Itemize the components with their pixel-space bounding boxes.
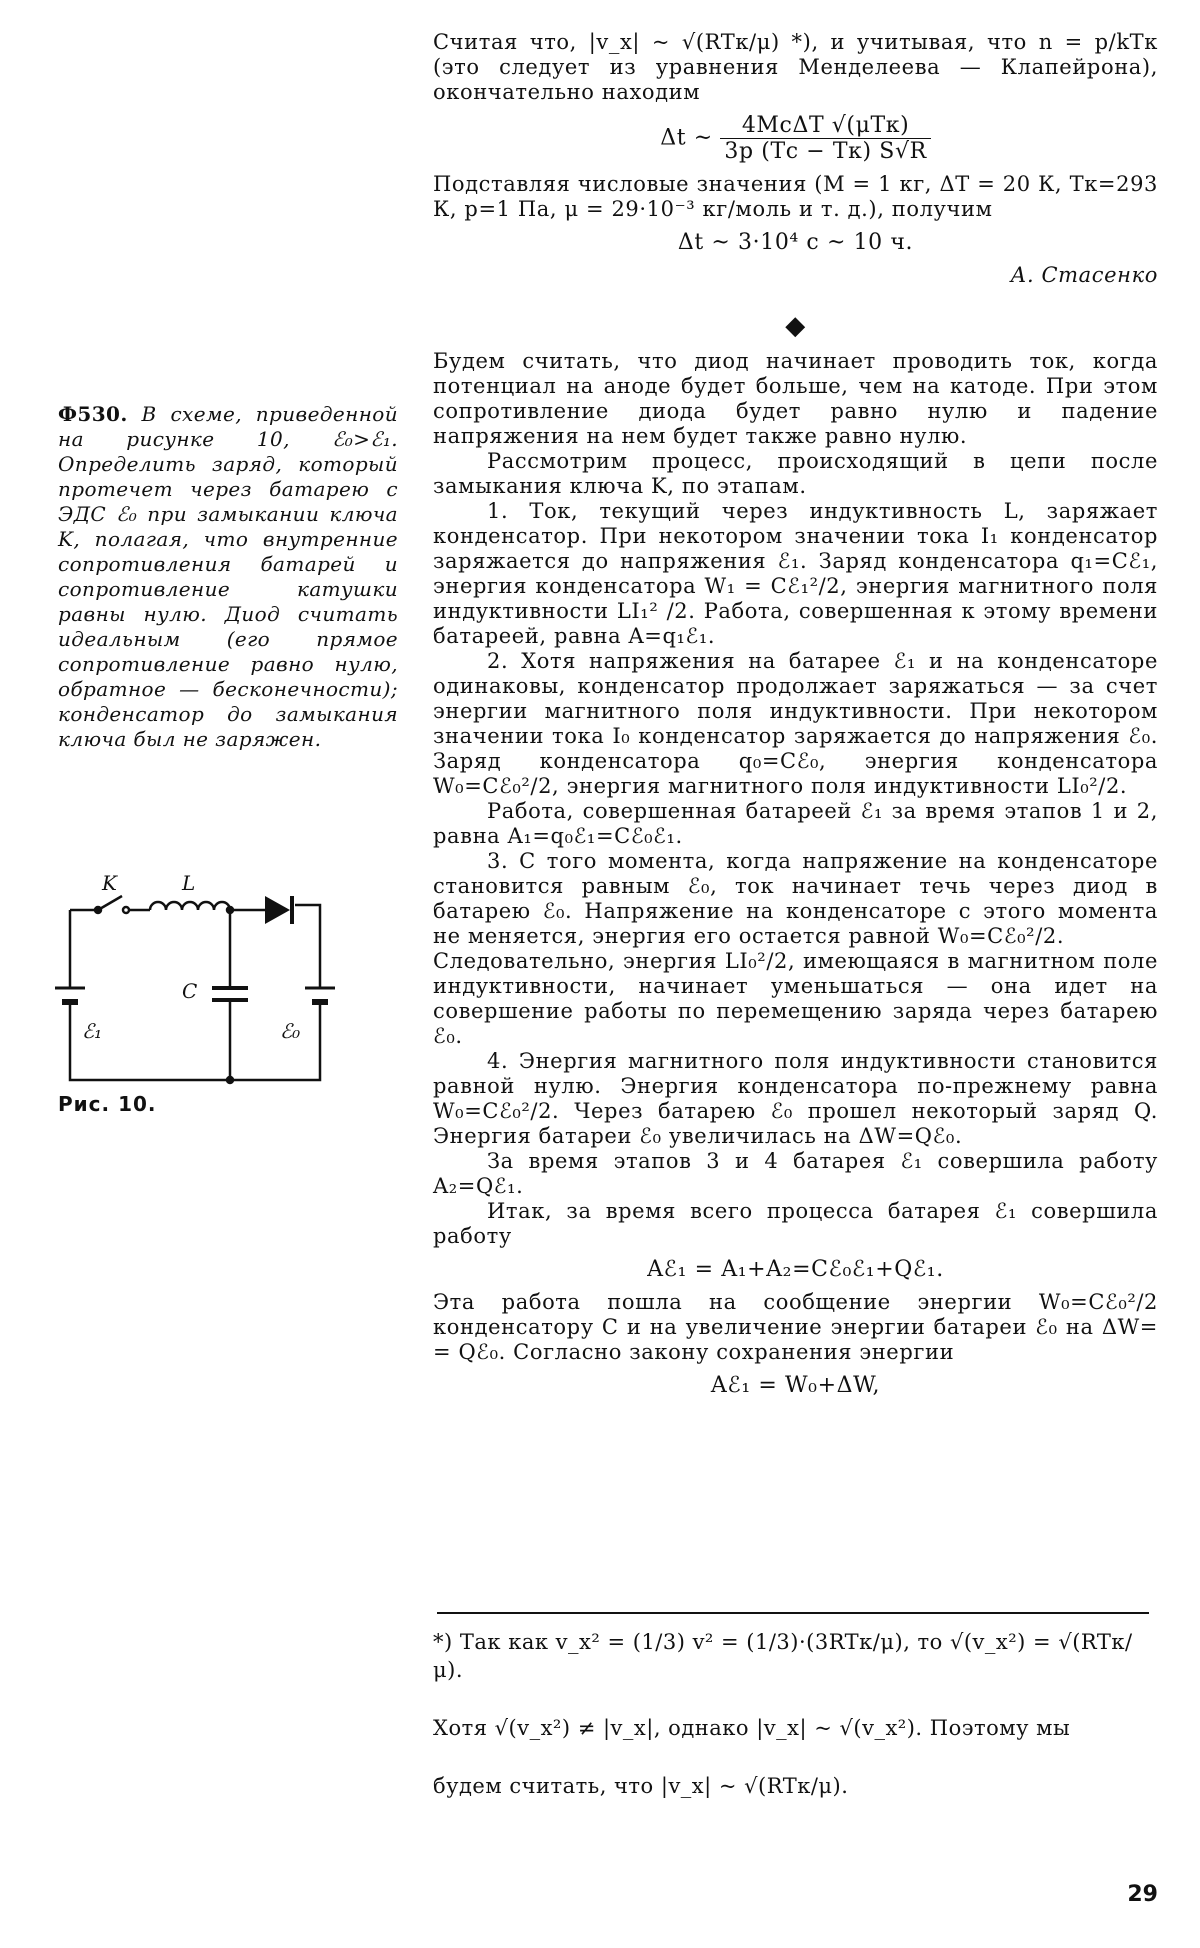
author: А. Стасенко xyxy=(1010,263,1158,287)
formula-numerator: 4McΔT √(μTк) xyxy=(720,113,930,139)
solution-consequently: Следовательно, энергия LI₀²/2, имеющаяся в магнитном поле индуктивности, начинает уменьшаться — она идет на совершение работы по перемещению заряда через батарею ℰ₀. xyxy=(433,949,1158,1048)
solution-step2: 2. Хотя напряжения на батарее ℰ₁ и на конденсаторе одинаковы, конденсатор продолжает заряжаться — за счет энергии магнитного поля индуктивности. При некотором значении тока I₀ конденсатор заряжается до напряжения ℰ₀. Заряд конденсатора q₀=Cℰ₀, энергия конденсатора W₀=Cℰ₀²/2, энергия магнитного поля индуктивности LI₀²/2. xyxy=(433,649,1158,798)
footnote-line3: будем считать, что |v_x| ~ √(RTк/μ). xyxy=(433,1774,849,1798)
circuit-diagram xyxy=(50,860,380,1100)
footnote-rule xyxy=(437,1612,1149,1614)
main-column xyxy=(433,30,1158,1406)
footnote xyxy=(433,1628,1158,1830)
problem-number: Ф530. xyxy=(58,402,128,426)
page-number: 29 xyxy=(1127,1882,1158,1907)
label-k: K xyxy=(102,871,117,895)
formula-conservation: Aℰ₁ = W₀+ΔW, xyxy=(710,1373,881,1398)
paragraph-intro: Считая что, |v_x| ~ √(RTк/μ) *), и учитывая, что n = p/kTк (это следует из уравнения Менделеева — Клапейрона), окончательно находим xyxy=(433,30,1158,104)
figure-caption: Рис. 10. xyxy=(58,1092,157,1116)
formula-denominator: 3p (Tс − Tк) S√R xyxy=(724,139,927,164)
label-l: L xyxy=(182,871,196,895)
key-contact-right xyxy=(123,907,129,913)
footnote-line2: Хотя √(v_x²) ≠ |v_x|, однако |v_x| ~ √(v_x²). Поэтому мы xyxy=(433,1716,1071,1740)
formula-lhs: Δt ~ xyxy=(660,125,713,151)
solution-energy: Эта работа пошла на сообщение энергии W₀=Cℰ₀²/2 конденсатору C и на увеличение энергии батареи ℰ₀ на ΔW= = Qℰ₀. Согласно закону сохранения энергии xyxy=(433,1290,1158,1364)
node-bottom xyxy=(227,1077,233,1083)
paragraph-values: Подставляя числовые значения (M = 1 кг, ΔT = 20 К, Tк=293 К, p=1 Па, μ = 29·10⁻³ кг/моль и т. д.), получим xyxy=(433,172,1158,221)
solution-step4: 4. Энергия магнитного поля индуктивности становится равной нулю. Энергия конденсатора по-прежнему равна W₀=Cℰ₀²/2. Через батарею ℰ₀ прошел некоторый заряд Q. Энергия батареи ℰ₀ увеличилась на ΔW=Qℰ₀. xyxy=(433,1049,1158,1148)
formula-result: Δt ~ 3·10⁴ с ~ 10 ч. xyxy=(677,230,914,255)
problem-text: В схеме, приведенной на рисунке 10, ℰ₀>ℰ₁. Определить заряд, который протечет через батарею с ЭДС ℰ₀ при замыкании ключа K, полагая, что внутренние сопротивления батарей и сопротивление катушки равны нулю. Диод считать идеальным (его прямое сопротивление равно нулю, обратное — бесконечности); конденсатор до замыкания ключа был не заряжен. xyxy=(58,402,399,751)
formula-delta-t xyxy=(433,113,1158,164)
footnote-line1: *) Так как v_x² = (1/3) v² = (1/3)·(3RTк/μ), то √(v_x²) = √(RTк/μ). xyxy=(433,1630,1133,1682)
label-c: C xyxy=(182,979,198,1003)
solution-p2: Рассмотрим процесс, происходящий в цепи после замыкания ключа K, по этапам. xyxy=(433,449,1158,498)
wire-right-top xyxy=(295,905,320,988)
label-e0: ℰ₀ xyxy=(280,1019,301,1043)
formula-fraction xyxy=(720,113,930,164)
diode-triangle xyxy=(265,896,290,924)
label-e1: ℰ₁ xyxy=(82,1019,103,1043)
solution-step3: 3. С того момента, когда напряжение на конденсаторе становится равным ℰ₀, ток начинает течь через диод в батарею ℰ₀. Напряжение на конденсаторе с этого момента не меняется, энергия его остается равной W₀=Cℰ₀²/2. xyxy=(433,849,1158,948)
solution-total: Итак, за время всего процесса батарея ℰ₁ совершила работу xyxy=(433,1199,1158,1248)
solution-work34: За время этапов 3 и 4 батарея ℰ₁ совершила работу A₂=Qℰ₁. xyxy=(433,1149,1158,1198)
node-top xyxy=(227,907,233,913)
key-switch xyxy=(98,896,122,910)
problem-statement xyxy=(58,402,398,752)
solution-work12: Работа, совершенная батареей ℰ₁ за время этапов 1 и 2, равна A₁=q₀ℰ₁=Cℰ₀ℰ₁. xyxy=(433,799,1158,848)
diamond-separator: ◆ xyxy=(785,311,806,341)
inductor-coil xyxy=(150,902,230,910)
solution-p1: Будем считать, что диод начинает проводить ток, когда потенциал на аноде будет больше, чем на катоде. При этом сопротивление диода будет равно нулю и падение напряжения на нем будет также равно нулю. xyxy=(433,349,1158,448)
solution-step1: 1. Ток, текущий через индуктивность L, заряжает конденсатор. При некотором значении тока I₁ конденсатор заряжается до напряжения ℰ₁. Заряд конденсатора q₁=Cℰ₁, энергия конденсатора W₁ = Cℰ₁²/2, энергия магнитного поля индуктивности LI₁² /2. Работа, совершенная к этому времени батареей, равна A=q₁ℰ₁. xyxy=(433,499,1158,648)
formula-work-total: Aℰ₁ = A₁+A₂=Cℰ₀ℰ₁+Qℰ₁. xyxy=(647,1257,944,1282)
